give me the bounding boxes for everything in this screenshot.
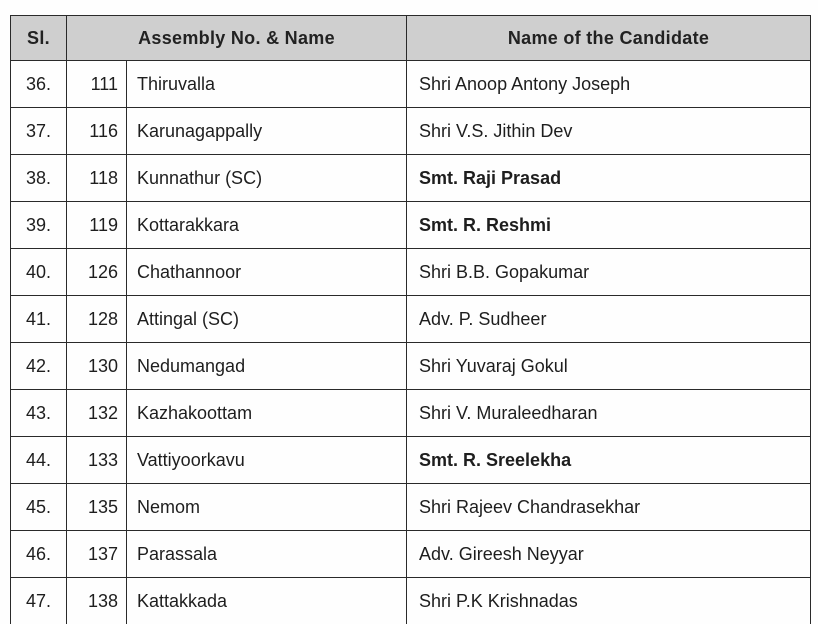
cell-assembly-name: Kattakkada	[127, 578, 407, 624]
cell-sl: 39.	[11, 202, 67, 249]
cell-sl: 40.	[11, 249, 67, 296]
cell-assembly-name: Kottarakkara	[127, 202, 407, 249]
cell-candidate: Shri Anoop Antony Joseph	[407, 61, 811, 108]
candidate-table	[10, 15, 811, 624]
header-row	[11, 16, 811, 61]
cell-sl: 47.	[11, 578, 67, 624]
header-candidate: Name of the Candidate	[407, 16, 811, 61]
cell-assembly-name: Kunnathur (SC)	[127, 155, 407, 202]
cell-assembly-no: 118	[67, 155, 127, 202]
cell-candidate: Shri B.B. Gopakumar	[407, 249, 811, 296]
cell-assembly-name: Chathannoor	[127, 249, 407, 296]
cell-sl: 44.	[11, 437, 67, 484]
cell-assembly-name: Nedumangad	[127, 343, 407, 390]
header-sl: Sl.	[11, 16, 67, 61]
cell-sl: 38.	[11, 155, 67, 202]
table-row	[11, 155, 811, 202]
cell-assembly-no: 130	[67, 343, 127, 390]
table-row	[11, 343, 811, 390]
cell-candidate: Shri V. Muraleedharan	[407, 390, 811, 437]
table-row	[11, 437, 811, 484]
cell-candidate: Adv. Gireesh Neyyar	[407, 531, 811, 578]
cell-assembly-no: 137	[67, 531, 127, 578]
cell-candidate: Shri P.K Krishnadas	[407, 578, 811, 624]
cell-assembly-name: Attingal (SC)	[127, 296, 407, 343]
cell-sl: 41.	[11, 296, 67, 343]
cell-assembly-name: Thiruvalla	[127, 61, 407, 108]
table-row	[11, 578, 811, 624]
cell-assembly-no: 126	[67, 249, 127, 296]
cell-assembly-name: Parassala	[127, 531, 407, 578]
cell-sl: 36.	[11, 61, 67, 108]
cell-assembly-no: 116	[67, 108, 127, 155]
cell-sl: 42.	[11, 343, 67, 390]
cell-sl: 37.	[11, 108, 67, 155]
cell-candidate: Shri V.S. Jithin Dev	[407, 108, 811, 155]
table-body	[11, 61, 811, 624]
table-row	[11, 249, 811, 296]
cell-candidate: Shri Rajeev Chandrasekhar	[407, 484, 811, 531]
cell-candidate: Smt. Raji Prasad	[407, 155, 811, 202]
table-row	[11, 61, 811, 108]
cell-assembly-no: 128	[67, 296, 127, 343]
header-assembly: Assembly No. & Name	[67, 16, 407, 61]
cell-sl: 46.	[11, 531, 67, 578]
table-row	[11, 202, 811, 249]
cell-candidate: Smt. R. Reshmi	[407, 202, 811, 249]
cell-assembly-no: 119	[67, 202, 127, 249]
cell-assembly-no: 138	[67, 578, 127, 624]
cell-assembly-name: Vattiyoorkavu	[127, 437, 407, 484]
cell-assembly-name: Nemom	[127, 484, 407, 531]
table-row	[11, 484, 811, 531]
table-header	[11, 16, 811, 61]
table-row	[11, 531, 811, 578]
table-row	[11, 296, 811, 343]
cell-candidate: Shri Yuvaraj Gokul	[407, 343, 811, 390]
cell-candidate: Adv. P. Sudheer	[407, 296, 811, 343]
cell-candidate: Smt. R. Sreelekha	[407, 437, 811, 484]
cell-sl: 45.	[11, 484, 67, 531]
table-row	[11, 108, 811, 155]
cell-assembly-no: 133	[67, 437, 127, 484]
cell-assembly-name: Kazhakoottam	[127, 390, 407, 437]
cell-assembly-name: Karunagappally	[127, 108, 407, 155]
table-row	[11, 390, 811, 437]
cell-assembly-no: 135	[67, 484, 127, 531]
cell-assembly-no: 111	[67, 61, 127, 108]
cell-assembly-no: 132	[67, 390, 127, 437]
cell-sl: 43.	[11, 390, 67, 437]
